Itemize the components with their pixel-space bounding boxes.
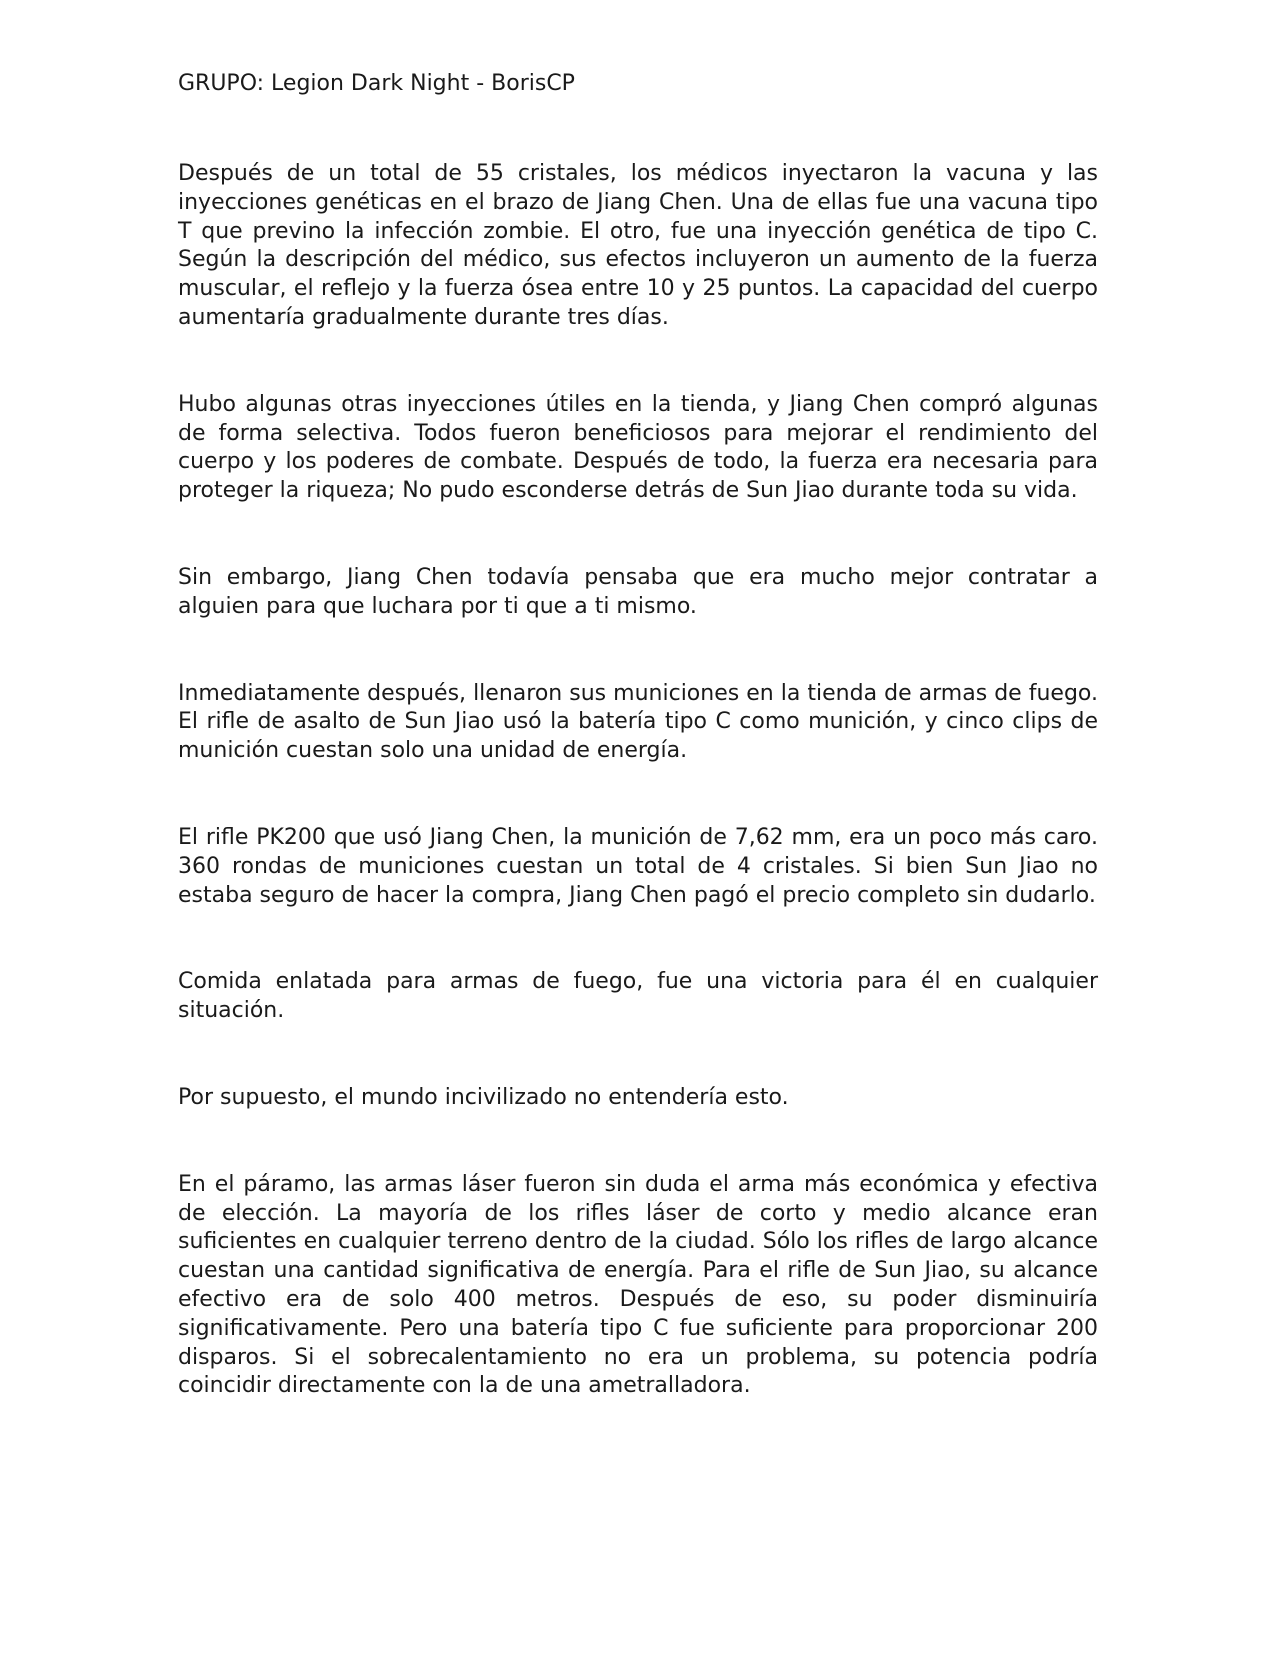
- paragraph-3: Sin embargo, Jiang Chen todavía pensaba que era mucho mejor contratar a alguien para que luchara por ti que a ti mismo.: [178, 564, 1098, 619]
- paragraph-4: Inmediatamente después, llenaron sus municiones en la tienda de armas de fuego. El rifle de asalto de Sun Jiao usó la batería tipo C como munición, y cinco clips de munición cuestan solo una unidad de energía.: [178, 680, 1098, 764]
- paragraph-5: El rifle PK200 que usó Jiang Chen, la munición de 7,62 mm, era un poco más caro. 360 rondas de municiones cuestan un total de 4 cristales. Si bien Sun Jiao no estaba seguro de hacer la compra, Jiang Chen pagó el precio completo sin dudarlo.: [178, 824, 1098, 908]
- paragraph-8: En el páramo, las armas láser fueron sin duda el arma más económica y efectiva de elección. La mayoría de los rifles láser de corto y medio alcance eran suficientes en cualquier terreno dentro de la ciudad. Sólo los rifles de largo alcance cuestan una cantidad significativa de energía. Para el rifle de Sun Jiao, su alcance efectivo era de solo 400 metros. Después de eso, su poder disminuiría significativamente. Pero una batería tipo C fue suficiente para proporcionar 200 disparos. Si el sobrecalentamiento no era un problema, su potencia podría coincidir directamente con la de una ametralladora.: [178, 1171, 1098, 1399]
- paragraph-1: Después de un total de 55 cristales, los médicos inyectaron la vacuna y las inyecciones genéticas en el brazo de Jiang Chen. Una de ellas fue una vacuna tipo T que previno la infección zombie. El otro, fue una inyección genética de tipo C. Según la descripción del médico, sus efectos incluyeron un aumento de la fuerza muscular, el reflejo y la fuerza ósea entre 10 y 25 puntos. La capacidad del cuerpo aumentaría gradualmente durante tres días.: [178, 161, 1098, 330]
- group-header: GRUPO: Legion Dark Night - BorisCP: [178, 71, 575, 96]
- paragraph-2: Hubo algunas otras inyecciones útiles en la tienda, y Jiang Chen compró algunas de forma selectiva. Todos fueron beneficiosos para mejorar el rendimiento del cuerpo y los poderes de combate. Después de todo, la fuerza era necesaria para proteger la riqueza; No pudo esconderse detrás de Sun Jiao durante toda su vida.: [178, 391, 1098, 504]
- document-page: [178, 70, 1098, 1401]
- paragraph-7: Por supuesto, el mundo incivilizado no entendería esto.: [178, 1084, 789, 1110]
- paragraph-6: Comida enlatada para armas de fuego, fue una victoria para él en cualquier situación.: [178, 969, 1098, 1024]
